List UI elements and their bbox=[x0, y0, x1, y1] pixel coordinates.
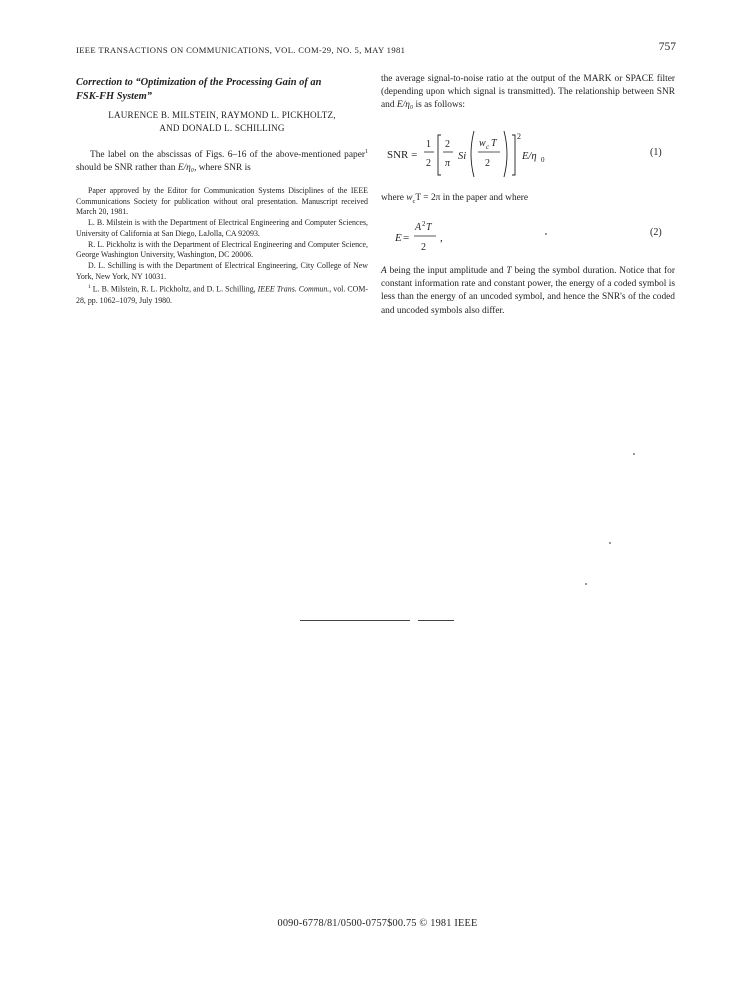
journal-line: IEEE TRANSACTIONS ON COMMUNICATIONS, VOL. COM-29, NO. 5, MAY 1981 bbox=[76, 45, 406, 55]
scan-speck bbox=[633, 453, 635, 455]
body-paragraph-1 bbox=[76, 146, 368, 176]
svg-text:w: w bbox=[479, 138, 486, 149]
closing-symbol-t: T bbox=[506, 266, 512, 276]
running-header bbox=[76, 41, 676, 55]
svg-text:2: 2 bbox=[517, 132, 521, 141]
title-line-2: FSK-FH System” bbox=[76, 90, 152, 102]
space-label: SPACE bbox=[625, 74, 654, 84]
svg-text:0: 0 bbox=[541, 156, 545, 164]
svg-text:2: 2 bbox=[421, 242, 426, 253]
svg-text:=: = bbox=[403, 232, 410, 244]
article-title bbox=[76, 76, 368, 104]
equation-1-number: (1) bbox=[650, 147, 662, 158]
svg-text:,: , bbox=[440, 232, 443, 244]
scan-speck bbox=[585, 583, 587, 585]
intro-or: or bbox=[611, 74, 626, 84]
closing-text-a: being the input amplitude and bbox=[386, 266, 507, 276]
svg-text:SNR =: SNR = bbox=[387, 149, 418, 161]
footnote-pickholtz: R. L. Pickholtz is with the Department of Electrical Engineering and Computer Science, George Washington University, Washington, DC 20006. bbox=[76, 239, 368, 260]
svg-text:c: c bbox=[486, 143, 490, 151]
where-subscript: c bbox=[412, 197, 416, 205]
where-text-a: where bbox=[381, 193, 407, 203]
page-number: 757 bbox=[658, 41, 676, 53]
svg-text:E/η: E/η bbox=[522, 151, 537, 162]
svg-text:A: A bbox=[415, 222, 422, 233]
intro-text-c: is as follows: bbox=[413, 100, 465, 111]
body-text-end: , where SNR is bbox=[194, 163, 251, 174]
footnote-milstein: L. B. Milstein is with the Department of Electrical Engineering and Computer Sciences, University of California at San Diego, LaJolla, CA 92093. bbox=[76, 218, 368, 238]
authors-line-2: AND DONALD L. SCHILLING bbox=[159, 123, 285, 133]
closing-text-b: being the symbol duration. Notice that for constant information rate and constant power, the energy of a coded symbol is less than the energy of an uncoded symbol, and hence the SNR's of the coded and uncoded symbols also differ. bbox=[381, 266, 675, 316]
svg-text:2: 2 bbox=[422, 220, 426, 228]
right-intro-paragraph bbox=[381, 73, 675, 113]
scan-speck bbox=[609, 542, 611, 544]
body-text-tail: should be SNR rather than bbox=[76, 163, 178, 174]
svg-text:2: 2 bbox=[445, 139, 450, 150]
footnotes bbox=[76, 186, 368, 306]
equation-1 bbox=[381, 125, 681, 185]
where-line bbox=[381, 192, 675, 208]
authors-line-1: LAURENCE B. MILSTEIN, RAYMOND L. PICKHOLTZ, bbox=[108, 110, 336, 120]
equation-2-number: (2) bbox=[650, 227, 662, 238]
equation-2 bbox=[381, 214, 501, 260]
footnote-schilling: D. L. Schilling is with the Department of Electrical Engineering, City College of New York, New York, NY 10031. bbox=[76, 260, 368, 281]
svg-text:2: 2 bbox=[485, 158, 490, 169]
footnote-marker: 1 bbox=[365, 149, 368, 155]
footnote-ref-journal: IEEE Trans. Commun. bbox=[257, 284, 330, 294]
mark-label: MARK bbox=[583, 74, 612, 84]
intro-text-b: filter (depending upon which signal is transmitted). The relationship between SNR and bbox=[381, 74, 675, 111]
author-block bbox=[76, 109, 368, 135]
footnote-ref-tail: , vol. COM-28, pp. 1062–1079, July 1980. bbox=[76, 284, 368, 305]
copyright-footer: 0090-6778/81/0500-0757$00.75 © 1981 IEEE bbox=[277, 918, 478, 929]
separator-rule-short bbox=[418, 620, 454, 621]
svg-text:π: π bbox=[445, 158, 451, 169]
footnote-reference bbox=[76, 282, 368, 306]
svg-text:T: T bbox=[426, 222, 432, 233]
right-closing-paragraph bbox=[381, 265, 675, 318]
closing-symbol-a: A bbox=[381, 266, 387, 276]
svg-text:E: E bbox=[395, 232, 402, 244]
body-text: The label on the abscissas of Figs. 6–16 of the above-mentioned paper bbox=[90, 150, 365, 161]
svg-text:2: 2 bbox=[426, 158, 431, 169]
svg-text:1: 1 bbox=[426, 139, 431, 150]
separator-rule bbox=[300, 620, 410, 621]
title-line-1: Correction to “Optimization of the Processing Gain of an bbox=[76, 77, 322, 88]
svg-text:Si: Si bbox=[458, 151, 467, 162]
body-symbol: E/η₀ bbox=[177, 163, 195, 174]
where-symbol: w bbox=[406, 193, 413, 203]
where-text-b: T = 2π in the paper and where bbox=[415, 193, 529, 203]
intro-text-a: the average signal-to-noise ratio at the output of the bbox=[381, 74, 584, 84]
scan-speck bbox=[545, 233, 547, 235]
footnote-ref-text: L. B. Milstein, R. L. Pickholtz, and D. L. Schilling, bbox=[90, 284, 258, 294]
footnote-approval: Paper approved by the Editor for Communication Systems Disciplines of the IEEE Communications Society for publication without oral presentation. Manuscript received March 20, 1981. bbox=[76, 186, 368, 217]
svg-text:T: T bbox=[491, 138, 497, 149]
footnote-ref-marker: 1 bbox=[88, 284, 91, 291]
intro-symbol: E/η₀ bbox=[396, 100, 414, 111]
